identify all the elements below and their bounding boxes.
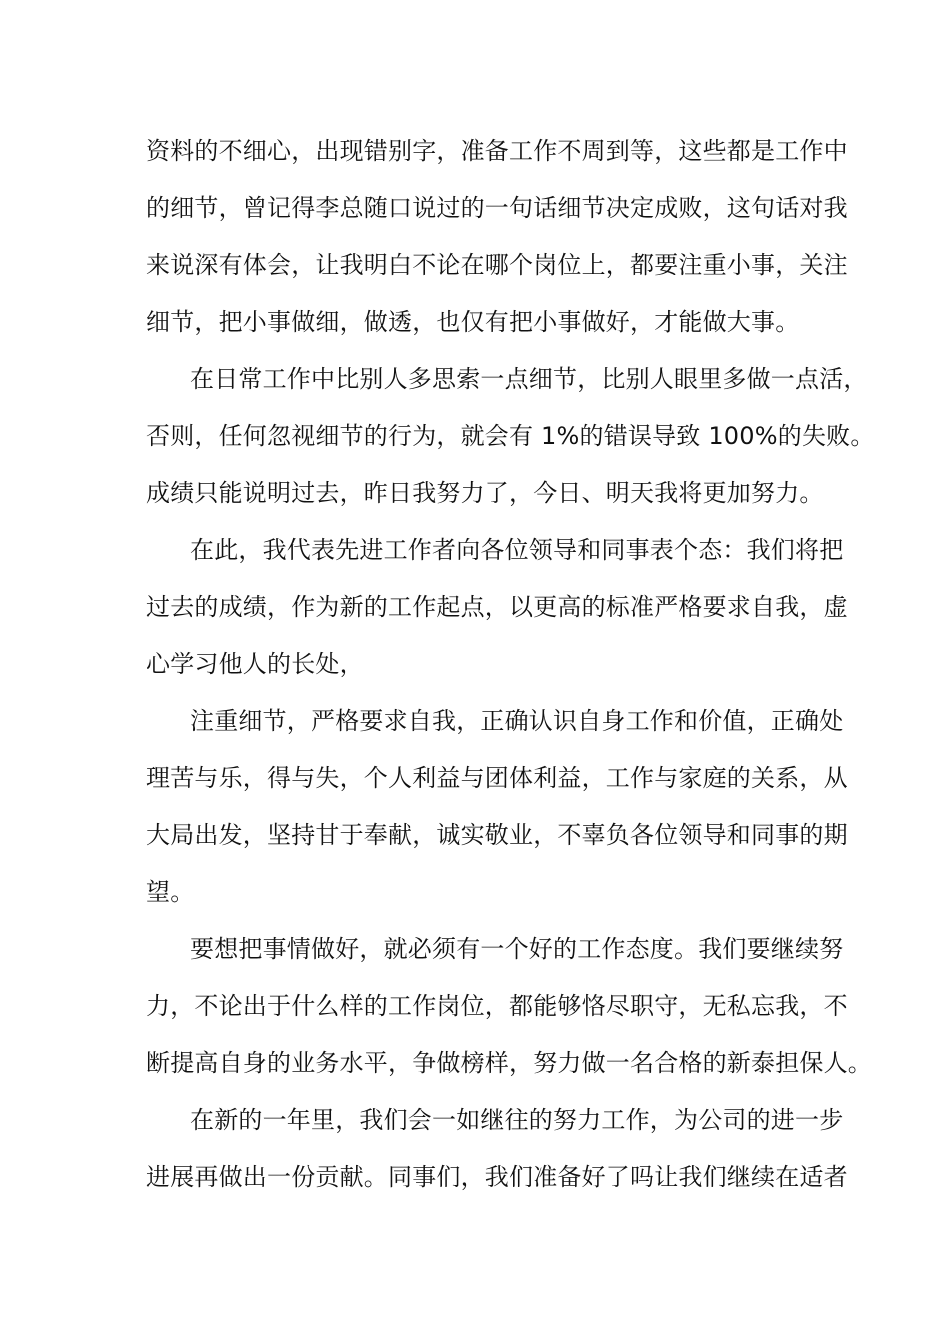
text-line: 注重细节，严格要求自我，正确认识自身工作和价值，正确处 <box>190 707 844 735</box>
text-line: 的细节，曾记得李总随口说过的一句话细节决定成败，这句话对我 <box>146 194 848 222</box>
text-line: 望。 <box>146 878 195 906</box>
text-line: 细节，把小事做细，做透，也仅有把小事做好，才能做大事。 <box>146 308 800 336</box>
text-line: 力，不论出于什么样的工作岗位，都能够恪尽职守，无私忘我，不 <box>146 992 848 1020</box>
text-line: 理苦与乐，得与失，个人利益与团体利益，工作与家庭的关系，从 <box>146 764 848 792</box>
text-line: 过去的成绩，作为新的工作起点，以更高的标准严格要求自我，虚 <box>146 593 848 621</box>
text-line: 在此，我代表先进工作者向各位领导和同事表个态：我们将把 <box>190 536 844 564</box>
text-line: 大局出发，坚持甘于奉献，诚实敬业，不辜负各位领导和同事的期 <box>146 821 848 849</box>
text-line: 来说深有体会，让我明白不论在哪个岗位上，都要注重小事，关注 <box>146 251 848 279</box>
text-line: 进展再做出一份贡献。同事们，我们准备好了吗让我们继续在适者 <box>146 1163 848 1191</box>
text-line: 在新的一年里，我们会一如继往的努力工作，为公司的进一步 <box>190 1106 844 1134</box>
text-line: 在日常工作中比别人多思索一点细节，比别人眼里多做一点活， <box>190 365 868 393</box>
text-line: 要想把事情做好，就必须有一个好的工作态度。我们要继续努 <box>190 935 844 963</box>
text-line: 资料的不细心，出现错别字，准备工作不周到等，这些都是工作中 <box>146 137 848 165</box>
text-line: 心学习他人的长处， <box>146 650 364 678</box>
text-line: 否则，任何忽视细节的行为，就会有 1%的错误导致 100%的失败。 <box>146 422 875 450</box>
text-line: 成绩只能说明过去，昨日我努力了，今日、明天我将更加努力。 <box>146 479 824 507</box>
text-line: 断提高自身的业务水平，争做榜样，努力做一名合格的新泰担保人。 <box>146 1049 872 1077</box>
